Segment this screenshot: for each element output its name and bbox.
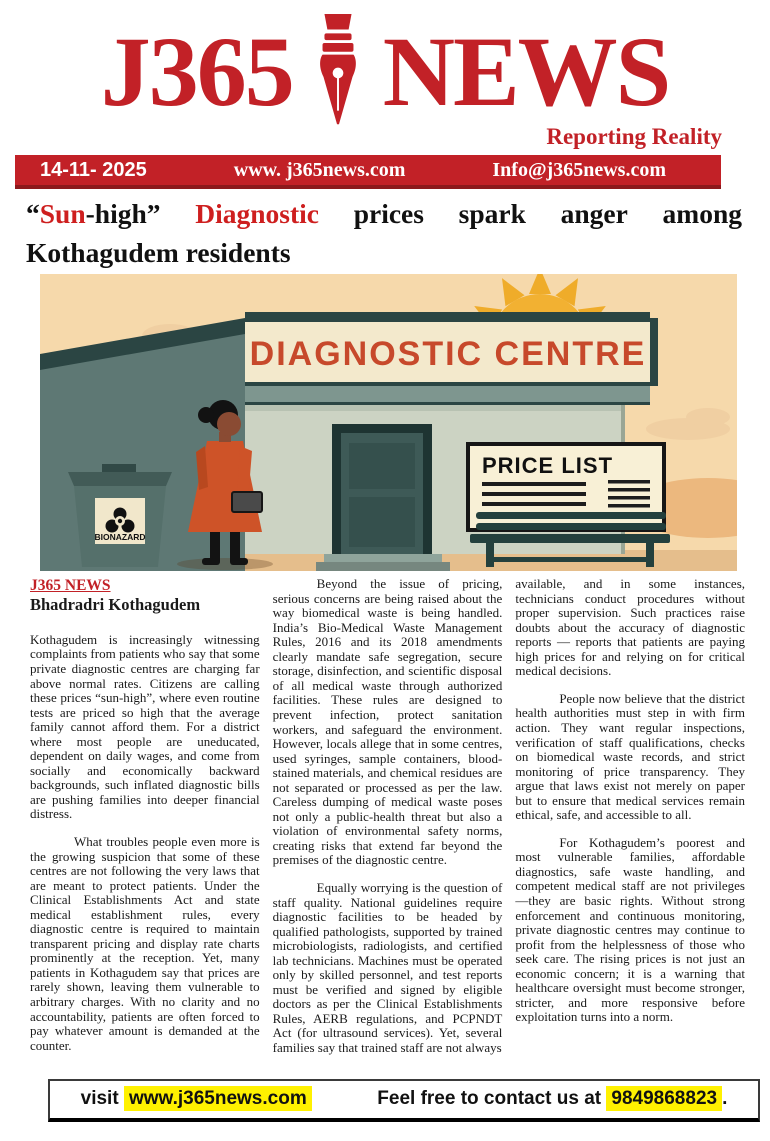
- logo-text-left: J365: [100, 16, 293, 127]
- article-column: [30, 577, 260, 1073]
- headline-line1: [26, 197, 742, 231]
- article-paragraph: available, and in some instances, technicians conduct procedures without proper supervision. Such practices raise doubts about the accuracy of diagnostic reports — reports that patients are paying high prices for and relying on for critical medical decisions.: [515, 577, 745, 679]
- door: [316, 424, 450, 571]
- footer-visit-text: visit: [80, 1088, 119, 1110]
- headline-word: prices: [353, 198, 424, 230]
- masthead: [0, 0, 770, 149]
- footer-website: www.j365news.com: [124, 1086, 312, 1111]
- logo: [0, 16, 770, 128]
- headline-word: among: [662, 198, 742, 230]
- fountain-pen-nib-icon: [309, 13, 367, 131]
- headline-line2: Kothagudem residents: [26, 236, 291, 268]
- headline-word: Diagnostic: [195, 198, 319, 230]
- issue-date: 14-11- 2025: [40, 158, 147, 181]
- bin-label: BIONAZARD: [94, 532, 146, 543]
- email-text: Info@j365news.com: [492, 158, 666, 181]
- byline-location: Bhadradri Kothagudem: [30, 595, 201, 615]
- footer-period: .: [722, 1088, 728, 1110]
- article-paragraph: For Kothagudem’s poorest and most vulnerable families, affordable diagnostics, safe waste handling, and competent medical staff are not privileges—they are basic rights. Without strong enforcement and continuous monitoring, private diagnostic centres may continue to profit from the helplessness of those who seek care. The rising prices is not just an economic concern; it is a warning that healthcare oversight must become stronger, stricter, and more responsive before exploitation turns into a norm.: [515, 834, 745, 1025]
- info-bar: [15, 155, 721, 189]
- article-column: [515, 577, 745, 1073]
- headline: [26, 197, 742, 270]
- footer-contact-bar: [48, 1079, 760, 1122]
- footer-phone: 9849868823: [606, 1086, 722, 1111]
- article-column: [273, 577, 503, 1073]
- headline-word: anger: [560, 198, 628, 230]
- website-text: www. j365news.com: [233, 158, 406, 181]
- article-paragraph: What troubles people even more is the growing suspicion that some of these centres are not following the very laws that are meant to protect patients. Under the Clinical Establishments Act and state medical establishment rules, every diagnostic centre is required to maintain transparent pricing and display rate charts prominently at the reception. Yet, many patients in Kothagudem say that prices are rarely shown, leaving them vulnerable to arbitrary charges. With no clarity and no accountability, patients are often forced to pay whatever amount is demanded at the counter.: [30, 833, 260, 1053]
- logo-text-right: NEWS: [382, 16, 670, 127]
- hero-illustration: [40, 274, 737, 571]
- biohazard-bin: [68, 464, 172, 567]
- article-paragraph: People now believe that the district health authorities must step in with firm action. They want regular inspections, verification of staff qualifications, checks on biomedical waste records, and strict monitoring of price transparency. They argue that laws exist not merely on paper but to ensure that medical services remain ethical, safe, and accessible to all.: [515, 690, 745, 823]
- article-body: [30, 577, 745, 1073]
- article-paragraph: Beyond the issue of pricing, serious concerns are being raised about the way biomedical waste is being handled. India’s Bio-Medical Waste Management Rules, 2016 and its 2018 amendments clearly mandate safe segregation, secure storage, disinfection, and scientific disposal of all medical waste through authorized facilities. These rules are designed to prevent infection, protect sanitation workers, and safeguard the environment. However, locals allege that in some centres, used syringes, sample containers, blood-stained materials, and chemical residues are not separated or processed as per the law. Careless dumping of medical waste poses not only a public-health threat but also a violation of environmental safety norms, creating risks that extend far beyond the premises of the diagnostic centre.: [272, 577, 503, 868]
- headline-word: spark: [458, 198, 526, 230]
- byline-source: J365 NEWS: [30, 577, 111, 595]
- article-paragraph: Kothagudem is increasingly witnessing complaints from patients who say that some private diagnostic centres are charging far above normal rates. Citizens are calling these prices “sun-high”, where even routine tests are priced so high that the average family cannot afford them. For a district where most people are uneducated, dependent on daily wages, and come from socially and economically backward backgrounds, such inflated diagnostic bills are pushing families into deeper financial distress.: [30, 631, 260, 822]
- byline: [30, 577, 260, 615]
- price-board-title: PRICE LIST: [482, 453, 614, 479]
- footer-contact-text: Feel free to contact us at: [377, 1088, 602, 1110]
- tagline: Reporting Reality: [546, 124, 722, 149]
- building-sign-text: DIAGNOSTIC CENTRE: [249, 335, 647, 374]
- headline-word: “Sun-high”: [26, 198, 161, 230]
- article-paragraph: Equally worrying is the question of staff quality. National guidelines require diagnostic facilities to be headed by qualified pathologists, supported by trained microbiologists, radiologists, and certified lab technicians. Machines must be operated only by skilled personnel, and test reports must be verified and signed by eligible doctors as per the Clinical Establishments Rules, AERB regulations, and PCPNDT Act (for ultrasound services). Yet, several families say that trained staff are not always: [272, 879, 503, 1055]
